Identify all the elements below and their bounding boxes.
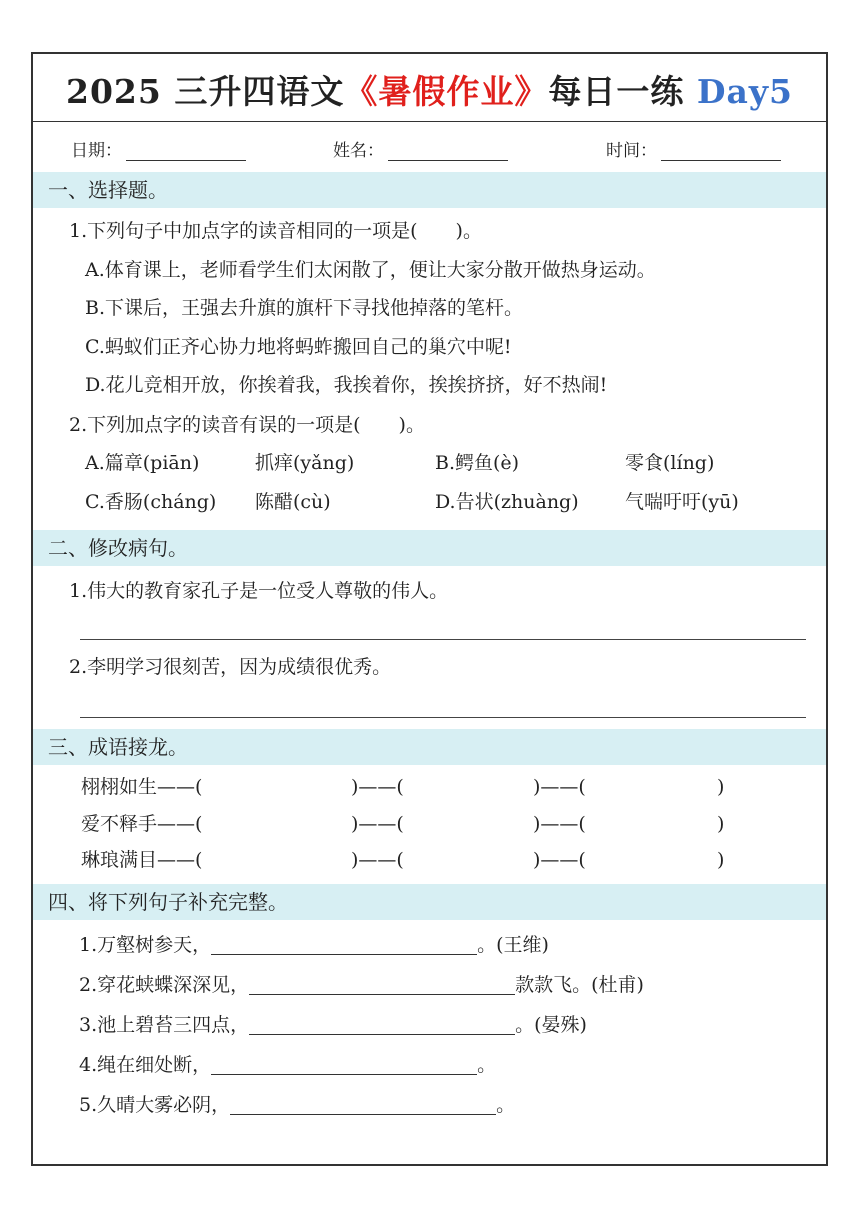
idiom-row-1: 栩栩如生——( [81,776,203,798]
name-field[interactable] [333,136,508,161]
section-heading-choice: 一、选择题。 [33,172,826,208]
correction-answer-line-1[interactable] [80,639,806,640]
q1-option-a[interactable]: A.体育课上，老师看学生们太闲散了，便让大家分散开做热身运动。 [85,259,656,281]
poem-blank-2[interactable] [249,974,515,995]
idiom-row-1-link-1[interactable]: )——( [351,776,404,798]
section-heading-correction: 二、修改病句。 [33,530,826,566]
poem-blank-3[interactable] [249,1014,515,1035]
q2-option-d1[interactable]: D.告状(zhuàng) [435,491,579,513]
idiom-row-3-end: ) [717,849,725,871]
time-field[interactable] [606,136,781,161]
name-label: 姓名： [333,141,384,161]
worksheet-title [33,66,826,118]
time-label: 时间： [606,141,657,161]
worksheet [31,52,828,1166]
date-label: 日期： [71,141,122,161]
poem-item-1: 1.万壑树参天， 。(王维) [79,934,549,956]
q2-option-b1[interactable]: B.鳄鱼(è) [435,452,520,474]
q2-option-c1[interactable]: C.香肠(cháng) [85,491,217,513]
idiom-row-2-link-2[interactable]: )——( [533,813,586,835]
q1-stem: 1.下列句子中加点字的读音相同的一项是( )。 [69,220,482,242]
title-prefix: 2025 三升四语文 [66,72,345,111]
date-field[interactable] [71,136,246,161]
q2-option-a2[interactable]: 抓痒(yǎng) [255,452,355,474]
idiom-start: 琳琅满目 [81,849,158,871]
q1-option-d[interactable]: D.花儿竞相开放，你挨着我，我挨着你，挨挨挤挤，好不热闹! [85,374,608,396]
correction-q2: 2.李明学习很刻苦，因为成绩很优秀。 [69,656,392,678]
poem-item-3: 3.池上碧苔三四点， 。(晏殊) [79,1014,587,1036]
section-heading-complete: 四、将下列句子补充完整。 [33,884,826,920]
q2-option-d2[interactable]: 气喘吁吁(yū) [625,491,739,513]
date-blank[interactable] [126,142,246,161]
idiom-start: 爱不释手 [81,813,158,835]
idiom-row-1-end: ) [717,776,725,798]
q2-option-a1[interactable]: A.篇章(piān) [85,452,200,474]
day-label: Day5 [696,72,793,111]
name-blank[interactable] [388,142,508,161]
idiom-row-1-link-2[interactable]: )——( [533,776,586,798]
q2-option-b2[interactable]: 零食(líng) [625,452,715,474]
correction-answer-line-2[interactable] [80,717,806,718]
title-highlight: 《暑假作业》 [344,72,549,111]
idiom-row-3-link-2[interactable]: )——( [533,849,586,871]
poem-item-5: 5.久晴大雾必阴， 。 [79,1094,516,1116]
idiom-start: 栩栩如生 [81,776,158,798]
idiom-row-3-link-1[interactable]: )——( [351,849,404,871]
time-blank[interactable] [661,142,781,161]
poem-item-2: 2.穿花蛱蝶深深见， 款款飞。(杜甫) [79,974,644,996]
idiom-row-3: 琳琅满目——( [81,849,203,871]
poem-blank-1[interactable] [211,934,477,955]
section-heading-idiom-chain: 三、成语接龙。 [33,729,826,765]
idiom-row-2-end: ) [717,813,725,835]
q2-option-c2[interactable]: 陈醋(cù) [255,491,331,513]
idiom-row-2: 爱不释手——( [81,813,203,835]
poem-item-4: 4.绳在细处断， 。 [79,1054,497,1076]
poem-blank-4[interactable] [211,1054,477,1075]
idiom-row-2-link-1[interactable]: )——( [351,813,404,835]
q2-stem: 2.下列加点字的读音有误的一项是( )。 [69,414,425,436]
q1-option-b[interactable]: B.下课后，王强去升旗的旗杆下寻找他掉落的笔杆。 [85,297,524,319]
q1-option-c[interactable]: C.蚂蚁们正齐心协力地将蚂蚱搬回自己的巢穴中呢! [85,336,512,358]
correction-q1: 1.伟大的教育家孔子是一位受人尊敬的伟人。 [69,580,449,602]
title-divider [33,121,826,122]
title-suffix: 每日一练 [548,72,685,111]
poem-blank-5[interactable] [230,1094,496,1115]
